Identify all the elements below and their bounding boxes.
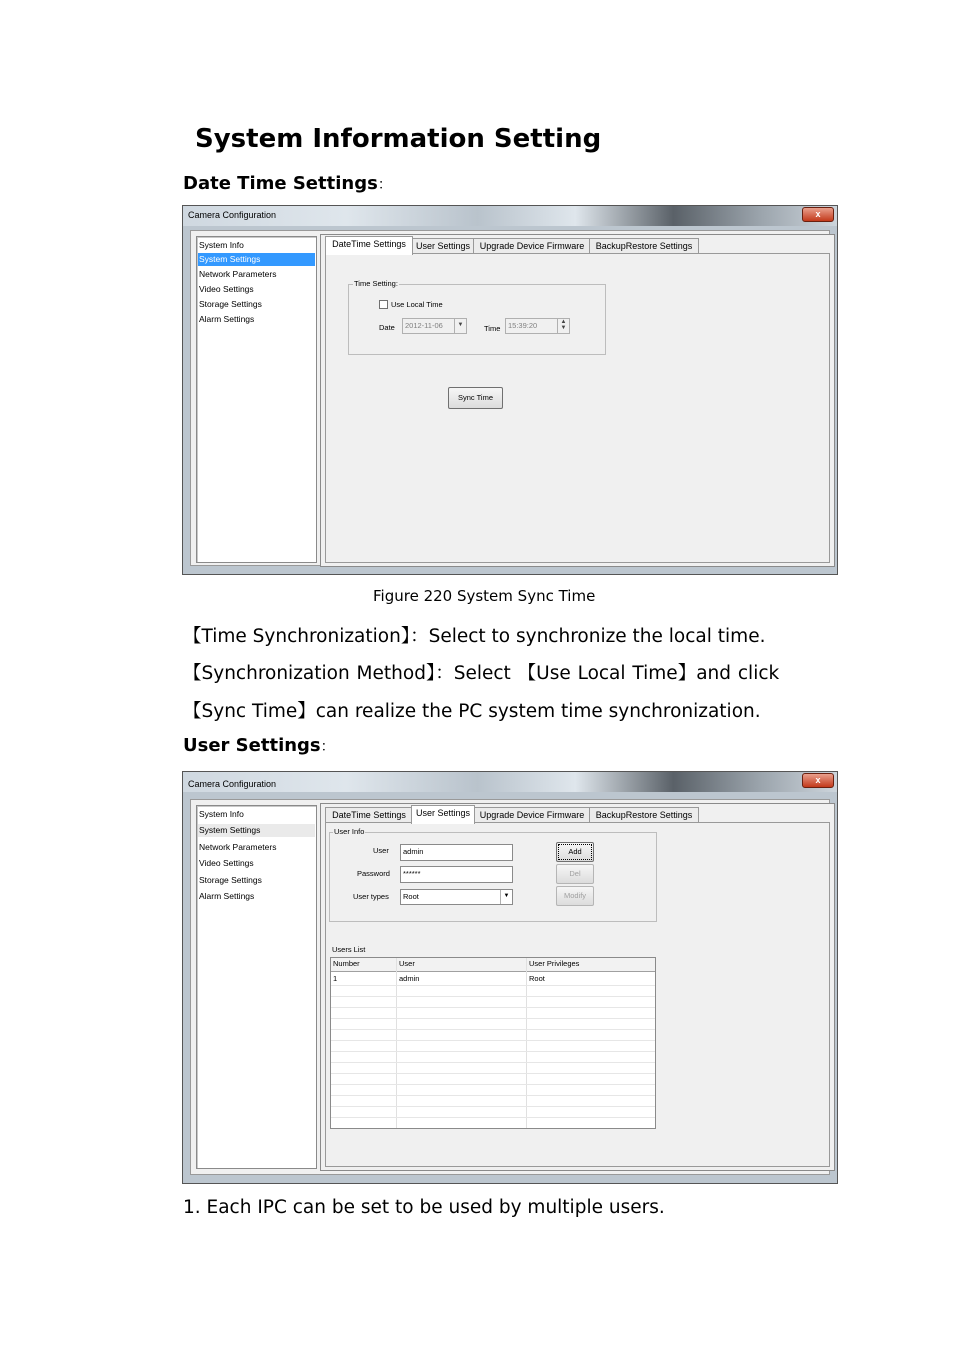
modify-user-button[interactable]: Modify (556, 886, 594, 906)
row-divider (331, 1117, 655, 1118)
time-setting-group (348, 279, 606, 355)
users-list-label: Users List (332, 945, 366, 954)
settings-sidebar (196, 236, 317, 563)
table-header (331, 958, 655, 972)
sidebar-item-video-settings[interactable]: Video Settings (199, 858, 254, 868)
sidebar-item-network-parameters[interactable]: Network Parameters (199, 842, 277, 852)
date-value: 2012-11-06 (405, 321, 443, 330)
tab-user-settings[interactable]: User Settings (411, 805, 475, 824)
camera-config-window-datetime (182, 205, 838, 575)
row-divider (331, 1062, 655, 1063)
close-button[interactable]: x (802, 773, 834, 788)
column-header-user[interactable]: User (397, 958, 527, 971)
row-divider (331, 1073, 655, 1074)
paragraph-sync-method: 【Synchronization Method】：Select 【Use Local Time】and click (183, 663, 780, 684)
date-label: Date (379, 323, 395, 332)
row-divider (331, 1029, 655, 1030)
chevron-down-icon: ▼ (500, 890, 512, 904)
spinner-icon: ▲ ▼ (557, 319, 569, 333)
sidebar-item-alarm-settings[interactable]: Alarm Settings (199, 314, 255, 324)
row-divider (331, 1051, 655, 1052)
window-titlebar (183, 772, 837, 792)
user-info-group (329, 827, 657, 922)
paragraph-multiple-users: 1. Each IPC can be set to be used by multiple users. (183, 1197, 665, 1218)
page-title: System Information Setting (195, 124, 602, 154)
tab-upgrade-device-firmware[interactable]: Upgrade Device Firmware (473, 807, 591, 823)
sidebar-item-storage-settings[interactable]: Storage Settings (199, 299, 262, 309)
window-client (190, 799, 830, 1175)
row-divider (331, 996, 655, 997)
user-label: User (373, 846, 389, 855)
sidebar-item-video-settings[interactable]: Video Settings (199, 284, 254, 294)
window-titlebar (183, 206, 837, 226)
settings-panel (320, 234, 835, 567)
settings-sidebar (196, 805, 317, 1169)
column-header-number[interactable]: Number (331, 958, 397, 971)
users-list-table (330, 957, 656, 1129)
row-divider (331, 1007, 655, 1008)
date-time-heading: Date Time Settings： (183, 173, 392, 194)
column-header-user-privileges[interactable]: User Privileges (529, 959, 580, 968)
tab-upgrade-device-firmware[interactable]: Upgrade Device Firmware (473, 238, 591, 254)
tab-datetime-settings[interactable]: DateTime Settings (325, 807, 413, 823)
user-types-label: User types (353, 892, 389, 901)
row-divider (331, 1106, 655, 1107)
date-picker[interactable] (402, 318, 467, 334)
figure-caption: Figure 220 System Sync Time (373, 587, 596, 605)
sidebar-item-network-parameters[interactable]: Network Parameters (199, 269, 277, 279)
sidebar-item-system-info[interactable]: System Info (199, 809, 244, 819)
delete-user-button[interactable]: Del (556, 864, 594, 884)
sidebar-item-system-settings[interactable]: System Settings (198, 824, 315, 837)
tab-user-settings[interactable]: User Settings (411, 238, 475, 254)
group-label: Time Setting: (354, 279, 398, 288)
chevron-down-icon: ▼ (454, 319, 466, 333)
row-divider (331, 1084, 655, 1085)
tab-backup-restore-settings[interactable]: BackupRestore Settings (589, 238, 699, 254)
tab-content (325, 253, 830, 563)
table-cell-user: admin (399, 974, 420, 983)
use-local-time-label: Use Local Time (391, 300, 443, 309)
row-divider (331, 1095, 655, 1096)
sync-time-button[interactable]: Sync Time (448, 387, 503, 409)
settings-panel (320, 803, 835, 1171)
row-divider (331, 1040, 655, 1041)
time-value: 15:39:20 (508, 321, 538, 330)
tab-datetime-settings[interactable]: DateTime Settings (325, 236, 413, 255)
password-input[interactable]: ****** (400, 866, 513, 883)
password-label: Password (357, 869, 390, 878)
close-button[interactable]: x (802, 207, 834, 222)
table-cell-number: 1 (333, 974, 338, 983)
row-divider (331, 1018, 655, 1019)
row-divider (331, 985, 655, 986)
window-title: Camera Configuration (188, 779, 277, 789)
tab-backup-restore-settings[interactable]: BackupRestore Settings (589, 807, 699, 823)
tab-content (325, 822, 830, 1167)
use-local-time-checkbox[interactable] (379, 300, 388, 309)
sidebar-item-storage-settings[interactable]: Storage Settings (199, 875, 262, 885)
sidebar-item-system-settings[interactable]: System Settings (198, 253, 315, 266)
user-types-value: Root (403, 892, 419, 901)
user-types-select[interactable] (400, 889, 513, 905)
camera-config-window-users (182, 771, 838, 1184)
time-label: Time (484, 324, 501, 333)
table-cell-privileges: Root (529, 974, 545, 983)
user-input[interactable]: admin (400, 844, 513, 861)
window-title: Camera Configuration (188, 210, 277, 220)
sidebar-item-system-info[interactable]: System Info (199, 240, 244, 250)
sidebar-item-alarm-settings[interactable]: Alarm Settings (199, 891, 255, 901)
window-client (190, 230, 830, 566)
time-picker[interactable] (505, 318, 570, 334)
paragraph-time-synchronization: 【Time Synchronization】：Select to synchronize the local time. (183, 626, 766, 647)
user-settings-heading: User Settings： (183, 735, 335, 756)
paragraph-sync-time: 【Sync Time】can realize the PC system time synchronization. (183, 701, 761, 722)
group-label: User Info (334, 827, 365, 836)
add-user-button[interactable]: Add (556, 842, 594, 862)
